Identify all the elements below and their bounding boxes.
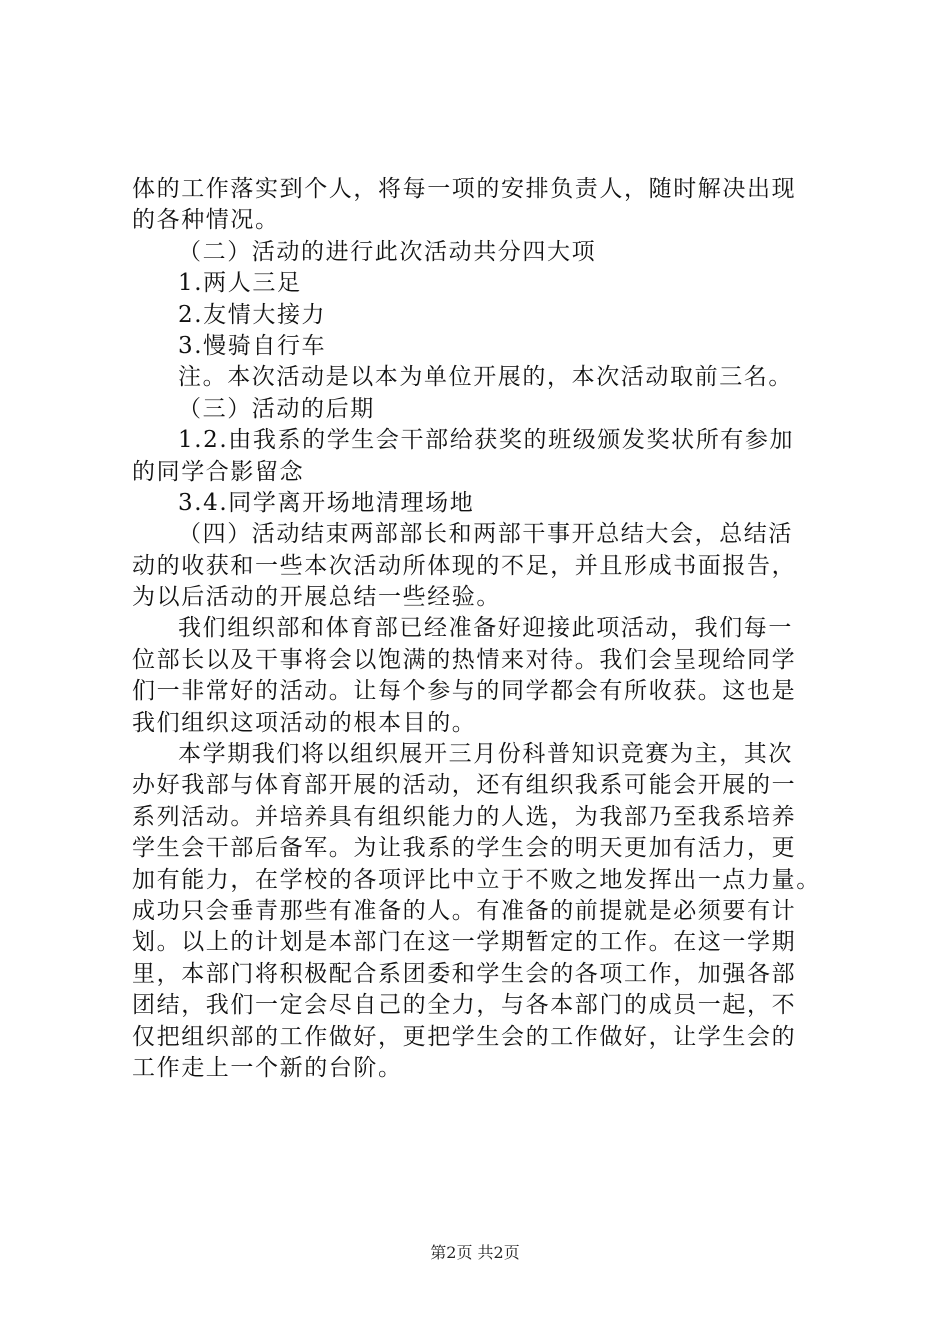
section-heading: （三）活动的后期 bbox=[178, 395, 375, 422]
text-line: 们一非常好的活动。让每个参与的同学都会有所收获。这也是 bbox=[132, 678, 797, 705]
list-item: 2.友情大接力 bbox=[178, 301, 327, 328]
paragraph-start: 本学期我们将以组织展开三月份科普知识竞赛为主，其次 bbox=[178, 741, 793, 768]
text-line: 我们组织这项活动的根本目的。 bbox=[132, 709, 477, 736]
document-body bbox=[132, 174, 832, 1084]
list-item: 3.4.同学离开场地清理场地 bbox=[178, 489, 475, 516]
text-line: 里，本部门将积极配合系团委和学生会的各项工作，加强各部 bbox=[132, 960, 797, 987]
text-line: 工作走上一个新的台阶。 bbox=[132, 1054, 403, 1081]
section-heading: （二）活动的进行此次活动共分四大项 bbox=[178, 238, 597, 265]
paragraph-start: 我们组织部和体育部已经准备好迎接此项活动，我们每一 bbox=[178, 615, 793, 642]
text-line: 动的收获和一些本次活动所体现的不足，并且形成书面报告， bbox=[132, 552, 797, 579]
page-footer bbox=[0, 1243, 950, 1263]
list-item: 3.慢骑自行车 bbox=[178, 332, 327, 359]
section-heading: （四）活动结束两部部长和两部干事开总结大会，总结活 bbox=[178, 521, 793, 548]
text-line: 加有能力，在学校的各项评比中立于不败之地发挥出一点力量。 bbox=[132, 866, 821, 893]
text-line: 团结，我们一定会尽自己的全力，与各本部门的成员一起，不 bbox=[132, 992, 797, 1019]
text-line: 为以后活动的开展总结一些经验。 bbox=[132, 584, 501, 611]
list-item: 1.两人三足 bbox=[178, 270, 302, 297]
text-line: 仅把组织部的工作做好，更把学生会的工作做好，让学生会的 bbox=[132, 1023, 797, 1050]
text-line: 成功只会垂青那些有准备的人。有准备的前提就是必须要有计 bbox=[132, 897, 797, 924]
text-line: 的同学合影留念 bbox=[132, 458, 305, 485]
page-number-label: 第2页 共2页 bbox=[430, 1243, 520, 1262]
text-line: 办好我部与体育部开展的活动，还有组织我系可能会开展的一 bbox=[132, 772, 797, 799]
text-line: 体的工作落实到个人，将每一项的安排负责人，随时解决出现 bbox=[132, 176, 797, 202]
text-line: 系列活动。并培养具有组织能力的人选，为我部乃至我系培养 bbox=[132, 803, 797, 830]
list-item: 1.2.由我系的学生会干部给获奖的班级颁发奖状所有参加 bbox=[178, 427, 795, 454]
text-line: 的各种情况。 bbox=[132, 207, 280, 234]
text-line: 学生会干部后备军。为让我系的学生会的明天更加有活力，更 bbox=[132, 835, 797, 862]
note-line: 注。本次活动是以本为单位开展的，本次活动取前三名。 bbox=[178, 364, 793, 391]
text-line: 位部长以及干事将会以饱满的热情来对待。我们会呈现给同学 bbox=[132, 646, 797, 673]
text-line: 划。以上的计划是本部门在这一学期暂定的工作。在这一学期 bbox=[132, 929, 797, 956]
